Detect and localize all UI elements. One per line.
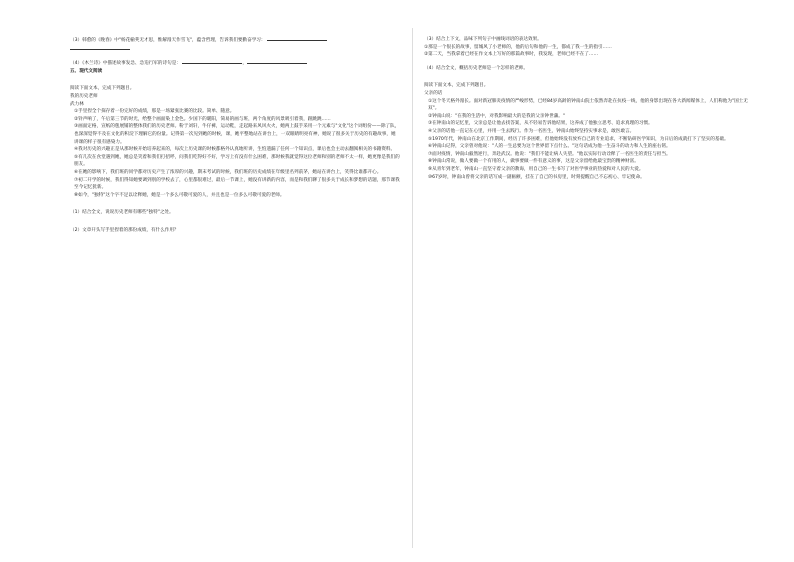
paragraph: ⑤1970年代，钟南山在北京工作期间，经历了许多困难，但他始终没有放弃自己的专业追求，不断钻研医学知识，为日后的成就打下了坚实的基础。 [428,136,729,142]
paragraph: ④我对历史的兴趣正是从那时候开始培养起来的，每次上历史课的时候都格外认真地听讲，生怕遗漏了任何一个知识点，课后也会主动去翻阅相关的书籍资料。 [74,147,396,153]
answer-blank[interactable] [182,59,242,64]
paragraph: ④父亲的话他一直记在心里，并用一生去践行。作为一名医生，钟南山始终坚持实事求是，敢医敢言。 [428,128,635,134]
paragraph: ③画面定格，宣纸的毯展铺的整体我们的历史老师。粉于刘轩，牛仔裤，运动鞋，走起路来风风火火，她两上鼓手采用一个元素与"文化"这个词组份——除了队，也深深觉得不及在文化的积淀下理解它的份量。记得第一次见到她的时候，课，她平整地站在讲台上，一双眼睛明亮有神，她说了很多关于历史的有趣故事，她讲课的样子很有感染力。 [74,124,400,145]
paragraph: ①这个冬天格外漫长。面对新冠肺炎疫情的严峻形势，已经84岁高龄的钟南山院士依然奔赴在抗疫一线，他的身影出现在各大新闻媒体上，人们称他为"国士无双"。 [428,98,748,112]
answer-blank[interactable] [70,45,130,50]
question-3b: ②第二天，当我拿着已经在作文本上写好的那篇故事时，我发现，老师已经不在了…… [424,52,599,58]
reading-intro: 阅读下面文本，完成下列题目。 [70,86,135,92]
answer-blank[interactable] [267,36,327,41]
question-3: （3）结合上下文，品味下列句子中画线词语的表达效果。 [424,37,542,42]
paragraph: ③在钟南山的记忆里，父亲总是让他去找答案，从不轻易告诉他结果，这养成了他独立思考、追求真理的习惯。 [428,121,653,127]
paragraph: ①手里捏全个探存着一份完好的成绩，那是一场紧张比赛的比较。简单、随意。 [74,109,235,115]
passage-title: 父亲的话 [424,90,443,96]
paragraph: ⑦面对疫情，钟南山毅然逆行，奔赴武汉。他说："我们不能让病人失望。"他以实际行动诠释了一名医生的责任与担当。 [428,151,671,157]
paragraph: ⑧钟南山常说，做人要做一个有用的人，做事要做一件有意义的事，这是父亲留给他最宝贵的精神财富。 [428,159,639,165]
paragraph: ⑥在她的影响下，我们班的同学都对历史产生了浓厚的兴趣，期末考试的时候，我们班的历史成绩在年级里名列前茅，她站在讲台上，笑得比谁都开心。 [74,169,382,175]
right-column [424,36,754,181]
paragraph: ⑦初二开学的时候，我们得知她要调到别的学校去了，心里都很难过，最后一节课上，她没有讲新的内容，而是和我们聊了很多关于成长和梦想的话题，那节课我至今记忆犹新。 [74,177,400,191]
paragraph: ⑧如今，"独特"这个字不足以诠释她，她是一个多么可敬可爱的人，并且也是一位多么可敬可爱的老师。 [74,192,285,198]
paragraph: ⑤有几次在食堂遇到她，她总是笑着和我们打招呼，问我们吃得好不好，学习上有没有什么困难，那时候我就觉得这位老师和别的老师不太一样，她更像是我们的朋友。 [74,154,400,168]
answer-line [70,45,400,54]
reading-intro: 阅读下面文本，完成下列题目。 [424,83,489,89]
paragraph: ⑥钟南山记得，父亲曾对他说："人的一生总要为这个世界留下点什么。"这句话成为他一生奋斗的动力和人生的座右铭。 [428,144,671,150]
left-column [70,36,400,234]
paragraph: ②铃声响了，午后第三节的时光，给整个画面染上金色。少国下的暖阳，简易的画与班，两个角度的风景吸引着我，跟跳跳…… [74,116,331,122]
question-4: （4）结合全文，概括历史老师是一个怎样的老师。 [424,65,528,71]
question-3a: ①那是一个很长的故事，留城风了小老师的，他的后句和他的一生，都成了我一生的指引…… [424,44,612,50]
section-heading: 五、现代文阅读 [70,68,103,74]
question-3: （3）韩愈的《晚春》中"杨花榆荚无才思，惟解漫天作雪飞"，蕴含哲理，告诉我们要勤奋学习： [70,36,400,45]
answer-blank[interactable] [247,59,307,64]
paragraph: ②钟南山说："在我的生活中，对我影响最大的是我的父亲钟世藩。" [428,113,565,119]
question-4: （4）《木兰诗》中描述故事发急、急迫行军的诗句是： ， [70,59,400,68]
sub-question-2: （2）文章开头写手里捏着的那份成绩，有什么作用？ [70,227,179,233]
sub-question-1: （1）结合全文，说说历史老师有哪些"独特"之处。 [70,210,174,216]
paragraph: ⑨从青年到老年，钟南山一直坚守着父亲的教诲，用自己的一生书写了对医学事业的热爱和对人民的大爱。 [428,166,644,172]
passage-author: 武力林 [70,101,84,107]
paragraph: ⑩67岁时，钟南山曾将父亲的话写成一副匾额，挂在了自己的书房里，时刻提醒自己不忘初心、牢记使命。 [428,174,645,180]
column-divider [412,28,413,548]
passage-title: 我的历史老师 [70,93,98,99]
